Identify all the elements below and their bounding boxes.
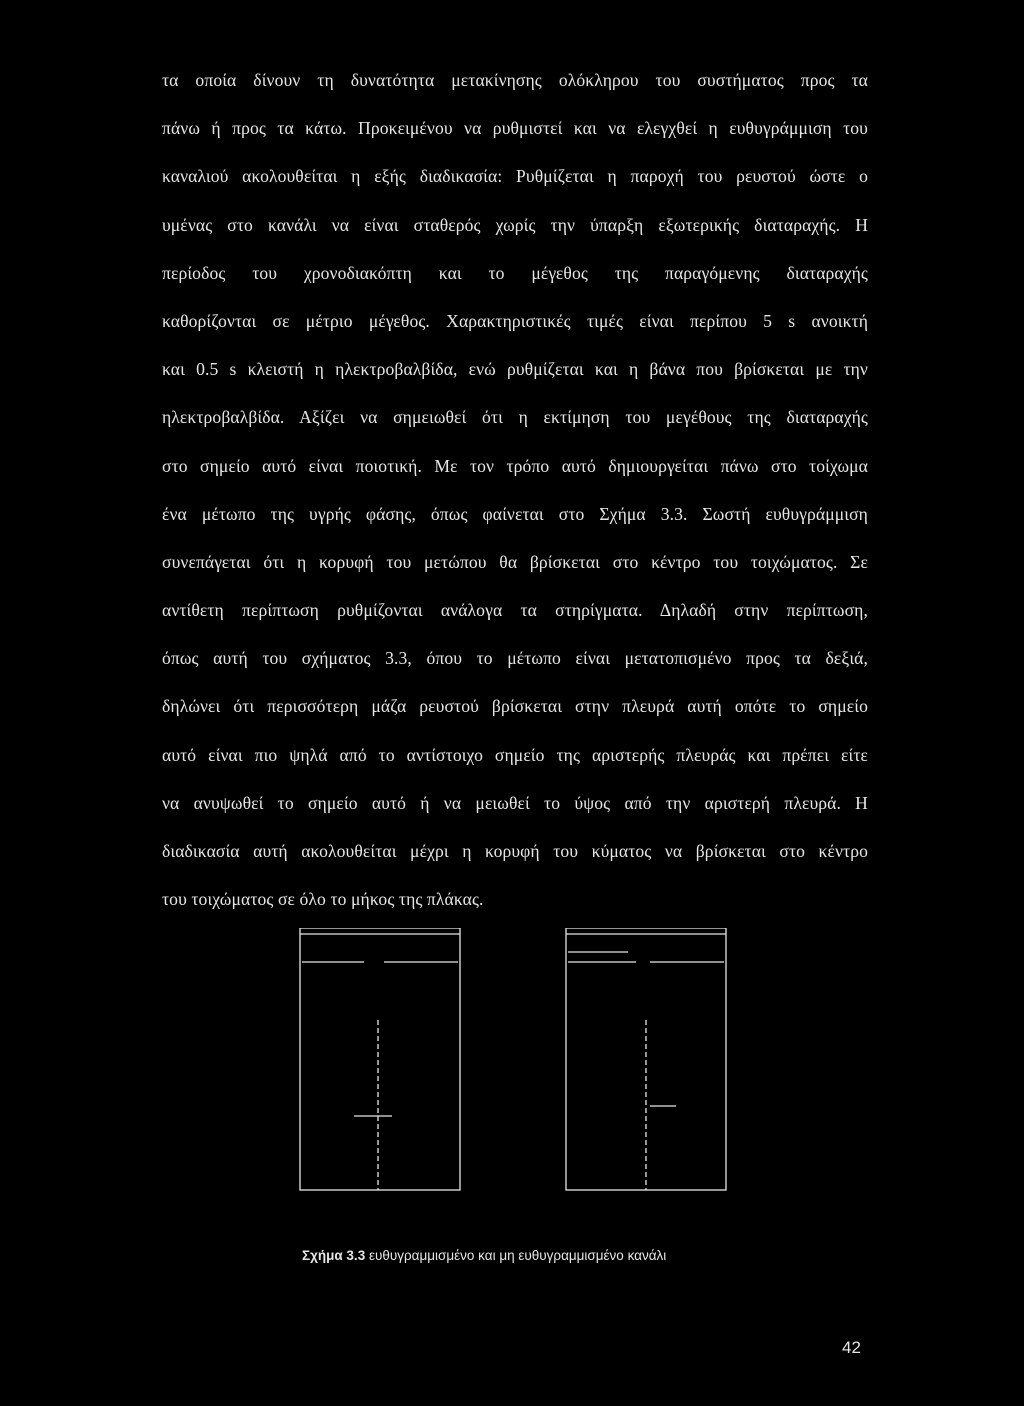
aligned-channel <box>300 928 460 1190</box>
text-line-7: και 0.5 s κλειστή η ηλεκτροβαλβίδα, ενώ ρυθμίζεται και η βάνα που βρίσκεται με την <box>162 359 868 380</box>
text-line-5: περίοδος του χρονοδιακόπτη και το μέγεθος της παραγόμενης διαταραχής <box>162 262 868 283</box>
text-line-18: του τοιχώματος σε όλο το μήκος της πλάκας. <box>162 889 484 910</box>
aligned-channel-frame <box>300 928 460 1190</box>
text-line-10: ένα μέτωπο της υγρής φάσης, όπως φαίνεται στο Σχήμα 3.3. Σωστή ευθυγράμμιση <box>162 503 868 524</box>
text-line-15: αυτό είναι πιο ψηλά από το αντίστοιχο σημείο της αριστερής πλευράς και πρέπει είτε <box>162 744 868 765</box>
text-line-6: καθορίζονται σε μέτριο μέγεθος. Χαρακτηριστικές τιμές είναι περίπου 5 s ανοικτή <box>162 310 868 331</box>
text-line-3: καναλιού ακολουθείται η εξής διαδικασία: Ρυθμίζεται η παροχή του ρευστού ώστε ο <box>162 166 868 187</box>
text-line-4: υμένας στο κανάλι να είναι σταθερός χωρίς την ύπαρξη εξωτερικής διαταραχής. Η <box>162 214 868 235</box>
misaligned-channel <box>566 928 726 1190</box>
text-line-12: αντίθετη περίπτωση ρυθμίζονται ανάλογα τα στηρίγματα. Δηλαδή στην περίπτωση, <box>162 600 868 621</box>
figure-caption-text: ευθυγραμμισμένο και μη ευθυγραμμισμένο κανάλι <box>365 1248 667 1263</box>
channel-figure <box>296 928 728 1228</box>
text-line-8: ηλεκτροβαλβίδα. Αξίζει να σημειωθεί ότι η εκτίμηση του μεγέθους της διαταραχής <box>162 407 868 428</box>
text-line-11: συνεπάγεται ότι η κορυφή του μετώπου θα βρίσκεται στο κέντρο του τοιχώματος. Σε <box>162 551 868 572</box>
text-line-13: όπως αυτή του σχήματος 3.3, όπου το μέτωπο είναι μετατοπισμένο προς τα δεξιά, <box>162 648 868 669</box>
text-line-9: στο σημείο αυτό είναι ποιοτική. Με τον τρόπο αυτό δημιουργείται πάνω στο τοίχωμα <box>162 455 868 476</box>
text-line-1: τα οποία δίνουν τη δυνατότητα μετακίνησης ολόκληρου του συστήματος προς τα <box>162 70 868 90</box>
page-number: 42 <box>842 1338 861 1357</box>
figure-caption-label: Σχήμα 3.3 <box>302 1248 366 1263</box>
body-text <box>162 56 868 923</box>
text-line-2: πάνω ή προς τα κάτω. Προκειμένου να ρυθμιστεί και να ελεγχθεί η ευθυγράμμιση του <box>162 118 868 139</box>
channel-diagram <box>296 928 728 1228</box>
text-line-14: δηλώνει ότι περισσότερη μάζα ρευστού βρίσκεται στην πλευρά αυτή οπότε το σημείο <box>162 696 868 717</box>
text-line-16: να ανυψωθεί το σημείο αυτό ή να μειωθεί το ύψος από την αριστερή πλευρά. Η <box>162 792 868 813</box>
text-line-17: διαδικασία αυτή ακολουθείται μέχρι η κορυφή του κύματος να βρίσκεται στο κέντρο <box>162 841 868 861</box>
figure-caption <box>302 1248 666 1263</box>
